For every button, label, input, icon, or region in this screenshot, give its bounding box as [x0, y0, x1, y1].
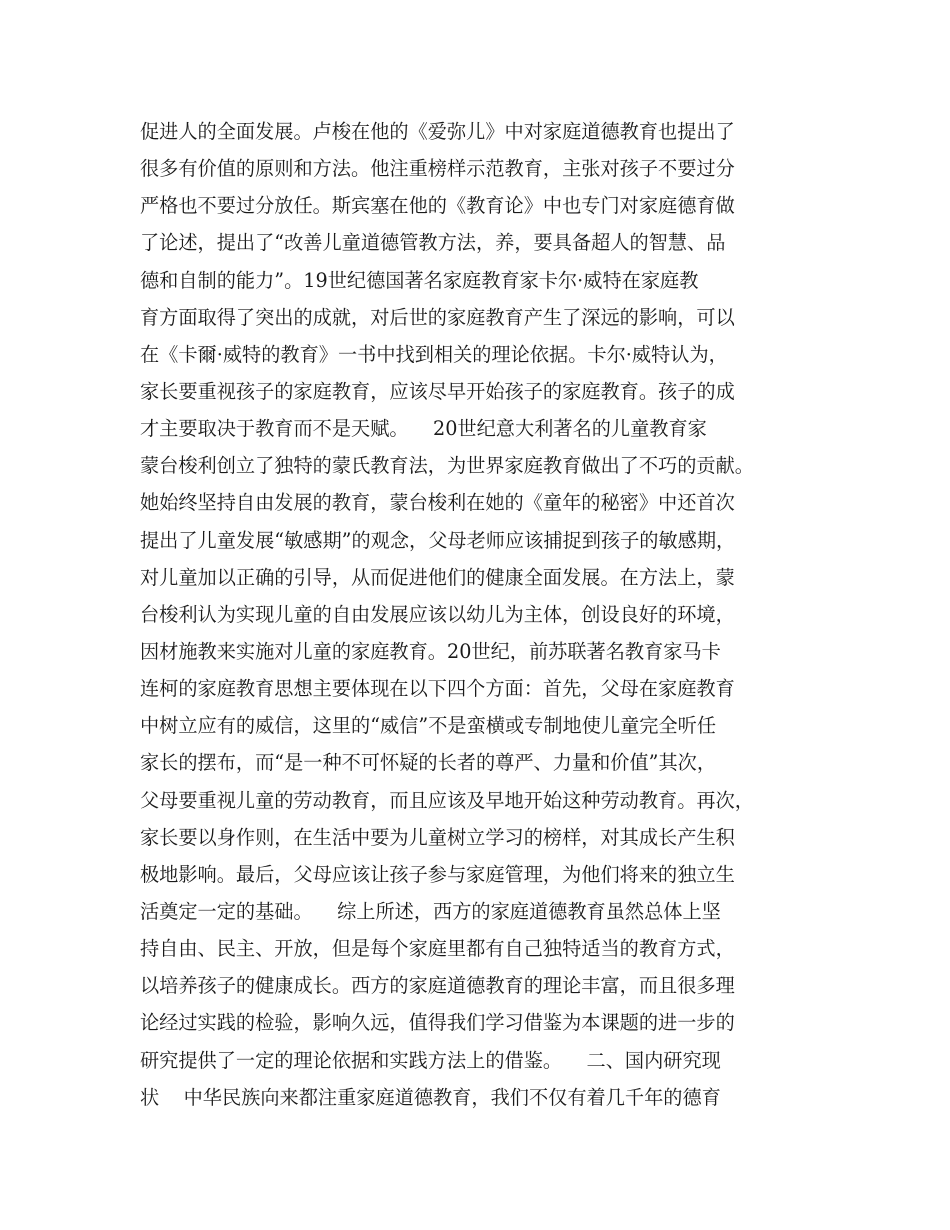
text-line: 研究提供了一定的理论依据和实践方法上的借鉴。 二、国内研究现 — [140, 1048, 721, 1072]
text-line: 活奠定一定的基础。 综上所述，西方的家庭道德教育虽然总体上坚 — [140, 899, 721, 923]
text-line: 提出了儿童发展“敏感期”的观念，父母老师应该捕捉到孩子的敏感期， — [140, 528, 736, 552]
text-line: 中树立应有的威信，这里的“威信”不是蛮横或专制地使儿童完全听任 — [140, 714, 717, 738]
text-line: 因材施教来实施对儿童的家庭教育。20世纪，前苏联著名教育家马卡 — [140, 639, 721, 663]
text-line: 台梭利认为实现儿童的自由发展应该以幼儿为主体，创设良好的环境， — [140, 602, 735, 626]
text-line: 德和自制的能力”。19世纪德国著名家庭教育家卡尔·威特在家庭教 — [140, 268, 699, 292]
text-line: 对儿童加以正确的引导，从而促进他们的健康全面发展。在方法上，蒙 — [140, 565, 735, 589]
text-line: 论经过实践的检验，影响久远，值得我们学习借鉴为本课题的进一步的 — [140, 1011, 735, 1035]
text-line: 严格也不要过分放任。斯宾塞在他的《教育论》中也专门对家庭德育做 — [140, 194, 735, 218]
text-line: 连柯的家庭教育思想主要体现在以下四个方面：首先，父母在家庭教育 — [140, 677, 735, 701]
text-line: 才主要取决于教育而不是天赋。 20世纪意大利著名的儿童教育家 — [140, 417, 707, 441]
text-line: 父母要重视儿童的劳动教育，而且应该及早地开始这种劳动教育。再次， — [140, 788, 754, 812]
text-line: 很多有价值的原则和方法。他注重榜样示范教育，主张对孩子不要过分 — [140, 157, 735, 181]
text-line: 家长要重视孩子的家庭教育，应该尽早开始孩子的家庭教育。孩子的成 — [140, 379, 735, 403]
text-line: 在《卡爾·威特的教育》一书中找到相关的理论依据。卡尔·威特认为， — [140, 342, 728, 366]
body-text — [140, 113, 830, 1116]
text-line: 家长的摆布，而“是一种不可怀疑的长者的尊严、力量和价值”其次， — [140, 751, 717, 775]
text-line: 以培养孩子的健康成长。西方的家庭道德教育的理论丰富，而且很多理 — [140, 974, 735, 998]
text-line: 她始终坚持自由发展的教育，蒙台梭利在她的《童年的秘密》中还首次 — [140, 491, 735, 515]
text-line: 促进人的全面发展。卢梭在他的《爱弥儿》中对家庭道德教育也提出了 — [140, 120, 735, 143]
text-line: 了论述，提出了“改善儿童道德管教方法，养，要具备超人的智慧、品 — [140, 231, 726, 255]
text-line: 蒙台梭利创立了独特的蒙氏教育法，为世界家庭教育做出了不巧的贡献。 — [140, 454, 754, 478]
text-line: 状 中华民族向来都注重家庭道德教育，我们不仅有着几千年的德育 — [140, 1085, 721, 1109]
text-line: 持自由、民主、开放，但是每个家庭里都有自己独特适当的教育方式， — [140, 937, 735, 961]
text-line: 极地影响。最后，父母应该让孩子参与家庭管理，为他们将来的独立生 — [140, 862, 735, 886]
text-line: 家长要以身作则，在生活中要为儿童树立学习的榜样，对其成长产生积 — [140, 825, 735, 849]
text-line: 育方面取得了突出的成就，对后世的家庭教育产生了深远的影响，可以 — [140, 305, 735, 329]
